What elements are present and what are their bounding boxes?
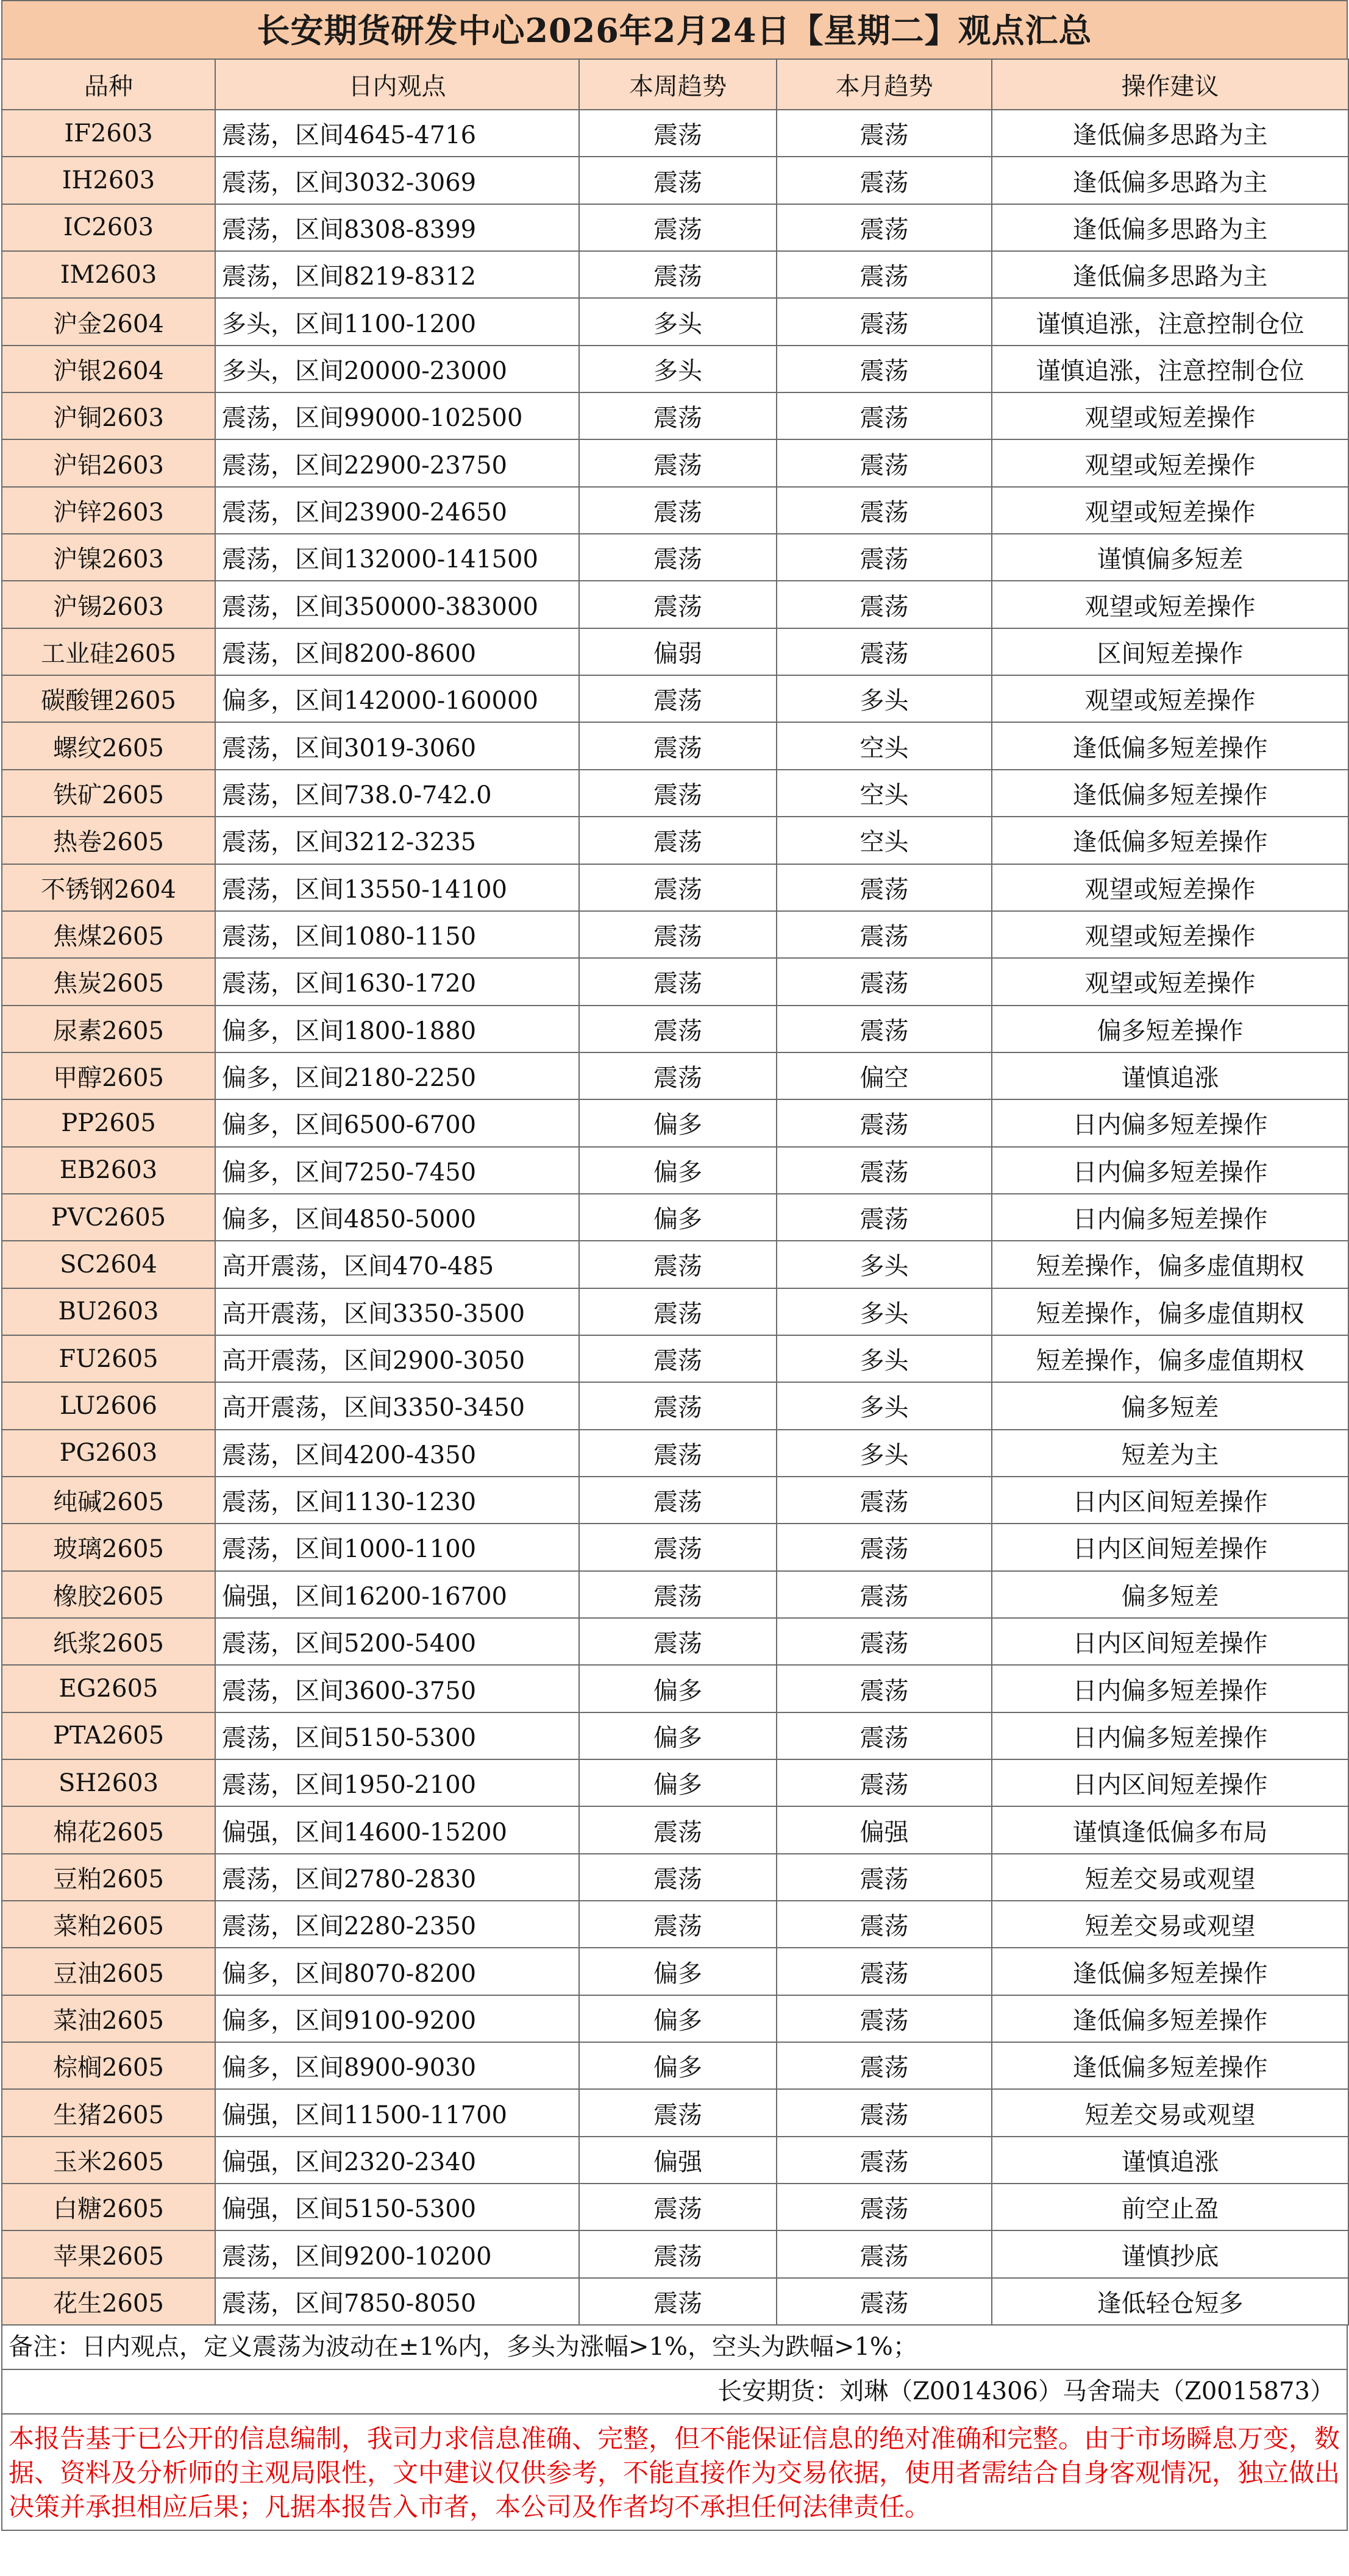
table-row — [2, 864, 1348, 911]
weekly-trend-cell: 震荡 — [579, 2230, 777, 2277]
advice-cell: 逢低偏多短差操作 — [992, 2042, 1348, 2089]
table-row — [2, 251, 1348, 298]
variety-cell: 沪镍2603 — [2, 534, 215, 581]
table-row — [2, 439, 1348, 486]
weekly-trend-cell: 偏多 — [579, 1194, 777, 1241]
table-row — [2, 2184, 1348, 2230]
table-row — [2, 1901, 1348, 1948]
monthly-trend-cell: 震荡 — [777, 487, 992, 534]
table-row — [2, 581, 1348, 628]
variety-cell: 甲醇2605 — [2, 1052, 215, 1099]
weekly-trend-cell: 震荡 — [579, 439, 777, 486]
table-row — [2, 628, 1348, 675]
variety-cell: 苹果2605 — [2, 2230, 215, 2277]
monthly-trend-cell: 震荡 — [777, 1712, 992, 1759]
table-row — [2, 2089, 1348, 2136]
variety-cell: 纸浆2605 — [2, 1618, 215, 1665]
table-row — [2, 1618, 1348, 1665]
table-row — [2, 770, 1348, 817]
table-row — [2, 110, 1348, 157]
weekly-trend-cell: 震荡 — [579, 1854, 777, 1901]
variety-cell: 沪金2604 — [2, 298, 215, 345]
intraday-view-cell: 震荡，区间8308-8399 — [215, 204, 579, 251]
advice-cell: 日内区间短差操作 — [992, 1477, 1348, 1524]
weekly-trend-cell: 偏多 — [579, 1099, 777, 1146]
monthly-trend-cell: 震荡 — [777, 2137, 992, 2184]
weekly-trend-cell: 震荡 — [579, 1288, 777, 1335]
intraday-view-cell: 震荡，区间738.0-742.0 — [215, 770, 579, 817]
intraday-view-cell: 高开震荡，区间3350-3450 — [215, 1382, 579, 1429]
table-row — [2, 1995, 1348, 2042]
monthly-trend-cell: 震荡 — [777, 911, 992, 958]
table-row — [2, 1430, 1348, 1477]
advice-cell: 短差操作，偏多虚值期权 — [992, 1335, 1348, 1382]
advice-cell: 逢低偏多短差操作 — [992, 1995, 1348, 2042]
variety-cell: 橡胶2605 — [2, 1571, 215, 1618]
disclaimer-text: 本报告基于已公开的信息编制，我司力求信息准确、完整，但不能保证信息的绝对准确和完整。由于市场瞬息万变，数据、资料及分析师的主观局限性，文中建议仅供参考，不能直接作为交易依据，使用者需结合自身客观情况，独立做出决策并承担相应后果；凡据本报告入市者，本公司及作者均不承担任何法律责任。 — [1, 2415, 1348, 2531]
variety-cell: PG2603 — [2, 1430, 215, 1477]
table-body — [2, 110, 1348, 2325]
variety-cell: 玻璃2605 — [2, 1524, 215, 1570]
monthly-trend-cell: 多头 — [777, 675, 992, 722]
variety-cell: 沪锡2603 — [2, 581, 215, 628]
weekly-trend-cell: 偏多 — [579, 1995, 777, 2042]
variety-cell: LU2606 — [2, 1382, 215, 1429]
advice-cell: 逢低偏多短差操作 — [992, 770, 1348, 817]
monthly-trend-cell: 震荡 — [777, 2184, 992, 2230]
table-row — [2, 392, 1348, 439]
weekly-trend-cell: 震荡 — [579, 487, 777, 534]
weekly-trend-cell: 震荡 — [579, 864, 777, 911]
monthly-trend-cell: 震荡 — [777, 1995, 992, 2042]
advice-cell: 逢低偏多思路为主 — [992, 251, 1348, 298]
intraday-view-cell: 震荡，区间3600-3750 — [215, 1665, 579, 1712]
monthly-trend-cell: 震荡 — [777, 1194, 992, 1241]
table-row — [2, 817, 1348, 864]
intraday-view-cell: 偏多，区间8900-9030 — [215, 2042, 579, 2089]
weekly-trend-cell: 震荡 — [579, 722, 777, 769]
advice-cell: 偏多短差 — [992, 1382, 1348, 1429]
variety-cell: 工业硅2605 — [2, 628, 215, 675]
weekly-trend-cell: 偏多 — [579, 2042, 777, 2089]
monthly-trend-cell: 震荡 — [777, 2230, 992, 2277]
table-row — [2, 1477, 1348, 1524]
intraday-view-cell: 震荡，区间3212-3235 — [215, 817, 579, 864]
monthly-trend-cell: 偏强 — [777, 1806, 992, 1853]
variety-cell: 热卷2605 — [2, 817, 215, 864]
table-row — [2, 1806, 1348, 1853]
variety-cell: 焦炭2605 — [2, 958, 215, 1005]
variety-cell: 尿素2605 — [2, 1006, 215, 1052]
weekly-trend-cell: 偏多 — [579, 1147, 777, 1194]
monthly-trend-cell: 多头 — [777, 1335, 992, 1382]
weekly-trend-cell: 震荡 — [579, 1806, 777, 1853]
advice-cell: 观望或短差操作 — [992, 911, 1348, 958]
monthly-trend-cell: 震荡 — [777, 1665, 992, 1712]
intraday-view-cell: 震荡，区间4200-4350 — [215, 1430, 579, 1477]
weekly-trend-cell: 震荡 — [579, 817, 777, 864]
weekly-trend-cell: 震荡 — [579, 2184, 777, 2230]
monthly-trend-cell: 震荡 — [777, 1618, 992, 1665]
table-row — [2, 722, 1348, 769]
monthly-trend-cell: 震荡 — [777, 581, 992, 628]
table-row — [2, 1759, 1348, 1806]
advice-cell: 短差操作，偏多虚值期权 — [992, 1288, 1348, 1335]
summary-sheet — [1, 0, 1348, 2531]
advice-cell: 观望或短差操作 — [992, 958, 1348, 1005]
advice-cell: 逢低偏多短差操作 — [992, 1948, 1348, 1995]
intraday-view-cell: 震荡，区间5200-5400 — [215, 1618, 579, 1665]
monthly-trend-cell: 空头 — [777, 722, 992, 769]
intraday-view-cell: 偏多，区间2180-2250 — [215, 1052, 579, 1099]
advice-cell: 逢低偏多短差操作 — [992, 722, 1348, 769]
advice-cell: 日内区间短差操作 — [992, 1524, 1348, 1570]
advice-cell: 逢低偏多思路为主 — [992, 157, 1348, 204]
monthly-trend-cell: 多头 — [777, 1430, 992, 1477]
weekly-trend-cell: 震荡 — [579, 1477, 777, 1524]
weekly-trend-cell: 震荡 — [579, 204, 777, 251]
monthly-trend-cell: 震荡 — [777, 2042, 992, 2089]
weekly-trend-cell: 震荡 — [579, 1382, 777, 1429]
monthly-trend-cell: 震荡 — [777, 534, 992, 581]
intraday-view-cell: 震荡，区间9200-10200 — [215, 2230, 579, 2277]
weekly-trend-cell: 偏多 — [579, 1759, 777, 1806]
variety-cell: 螺纹2605 — [2, 722, 215, 769]
monthly-trend-cell: 震荡 — [777, 298, 992, 345]
table-row — [2, 1571, 1348, 1618]
variety-cell: 纯碱2605 — [2, 1477, 215, 1524]
advice-cell: 谨慎追涨，注意控制仓位 — [992, 298, 1348, 345]
weekly-trend-cell: 震荡 — [579, 911, 777, 958]
intraday-view-cell: 震荡，区间8200-8600 — [215, 628, 579, 675]
intraday-view-cell: 震荡，区间350000-383000 — [215, 581, 579, 628]
variety-cell: 生猪2605 — [2, 2089, 215, 2136]
intraday-view-cell: 偏多，区间8070-8200 — [215, 1948, 579, 1995]
intraday-view-cell: 高开震荡，区间2900-3050 — [215, 1335, 579, 1382]
weekly-trend-cell: 震荡 — [579, 958, 777, 1005]
variety-cell: SH2603 — [2, 1759, 215, 1806]
variety-cell: 沪铝2603 — [2, 439, 215, 486]
intraday-view-cell: 偏多，区间4850-5000 — [215, 1194, 579, 1241]
intraday-view-cell: 偏多，区间7250-7450 — [215, 1147, 579, 1194]
weekly-trend-cell: 震荡 — [579, 1335, 777, 1382]
variety-cell: PVC2605 — [2, 1194, 215, 1241]
header-weekly-trend: 本周趋势 — [579, 59, 777, 110]
weekly-trend-cell: 震荡 — [579, 2278, 777, 2325]
advice-cell: 观望或短差操作 — [992, 675, 1348, 722]
weekly-trend-cell: 震荡 — [579, 675, 777, 722]
intraday-view-cell: 偏多，区间6500-6700 — [215, 1099, 579, 1146]
table-row — [2, 675, 1348, 722]
monthly-trend-cell: 震荡 — [777, 1147, 992, 1194]
weekly-trend-cell: 震荡 — [579, 534, 777, 581]
intraday-view-cell: 震荡，区间1130-1230 — [215, 1477, 579, 1524]
table-row — [2, 1948, 1348, 1995]
advice-cell: 短差交易或观望 — [992, 1854, 1348, 1901]
monthly-trend-cell: 空头 — [777, 770, 992, 817]
advice-cell: 观望或短差操作 — [992, 487, 1348, 534]
advice-cell: 日内区间短差操作 — [992, 1618, 1348, 1665]
intraday-view-cell: 震荡，区间3019-3060 — [215, 722, 579, 769]
intraday-view-cell: 震荡，区间2280-2350 — [215, 1901, 579, 1948]
monthly-trend-cell: 震荡 — [777, 1006, 992, 1052]
intraday-view-cell: 震荡，区间3032-3069 — [215, 157, 579, 204]
intraday-view-cell: 高开震荡，区间470-485 — [215, 1241, 579, 1288]
variety-cell: 不锈钢2604 — [2, 864, 215, 911]
intraday-view-cell: 偏多，区间1800-1880 — [215, 1006, 579, 1052]
advice-cell: 短差交易或观望 — [992, 1901, 1348, 1948]
intraday-view-cell: 偏强，区间5150-5300 — [215, 2184, 579, 2230]
monthly-trend-cell: 空头 — [777, 817, 992, 864]
table-row — [2, 1288, 1348, 1335]
weekly-trend-cell: 震荡 — [579, 1901, 777, 1948]
intraday-view-cell: 震荡，区间4645-4716 — [215, 110, 579, 157]
weekly-trend-cell: 震荡 — [579, 1430, 777, 1477]
table-row — [2, 298, 1348, 345]
table-row — [2, 1712, 1348, 1759]
intraday-view-cell: 震荡，区间132000-141500 — [215, 534, 579, 581]
advice-cell: 观望或短差操作 — [992, 392, 1348, 439]
weekly-trend-cell: 偏弱 — [579, 628, 777, 675]
intraday-view-cell: 震荡，区间13550-14100 — [215, 864, 579, 911]
table-row — [2, 346, 1348, 392]
weekly-trend-cell: 震荡 — [579, 110, 777, 157]
advice-cell: 谨慎追涨，注意控制仓位 — [992, 346, 1348, 392]
table-row — [2, 1194, 1348, 1241]
monthly-trend-cell: 震荡 — [777, 1759, 992, 1806]
advice-cell: 观望或短差操作 — [992, 581, 1348, 628]
monthly-trend-cell: 震荡 — [777, 864, 992, 911]
advice-cell: 逢低偏多思路为主 — [992, 204, 1348, 251]
table-row — [2, 2042, 1348, 2089]
variety-cell: 沪锌2603 — [2, 487, 215, 534]
intraday-view-cell: 偏强，区间11500-11700 — [215, 2089, 579, 2136]
table-header-row — [2, 59, 1348, 110]
monthly-trend-cell: 震荡 — [777, 2089, 992, 2136]
monthly-trend-cell: 多头 — [777, 1382, 992, 1429]
weekly-trend-cell: 震荡 — [579, 392, 777, 439]
weekly-trend-cell: 震荡 — [579, 1052, 777, 1099]
intraday-view-cell: 震荡，区间22900-23750 — [215, 439, 579, 486]
variety-cell: IC2603 — [2, 204, 215, 251]
weekly-trend-cell: 偏强 — [579, 2137, 777, 2184]
intraday-view-cell: 偏强，区间14600-15200 — [215, 1806, 579, 1853]
intraday-view-cell: 偏多，区间142000-160000 — [215, 675, 579, 722]
table-row — [2, 2230, 1348, 2277]
intraday-view-cell: 震荡，区间1630-1720 — [215, 958, 579, 1005]
table-row — [2, 204, 1348, 251]
variety-cell: 棕榈2605 — [2, 2042, 215, 2089]
variety-cell: 白糖2605 — [2, 2184, 215, 2230]
monthly-trend-cell: 震荡 — [777, 1854, 992, 1901]
variety-cell: SC2604 — [2, 1241, 215, 1288]
monthly-trend-cell: 震荡 — [777, 628, 992, 675]
monthly-trend-cell: 震荡 — [777, 251, 992, 298]
table-row — [2, 157, 1348, 204]
table-row — [2, 1241, 1348, 1288]
monthly-trend-cell: 震荡 — [777, 1524, 992, 1570]
weekly-trend-cell: 多头 — [579, 346, 777, 392]
intraday-view-cell: 震荡，区间7850-8050 — [215, 2278, 579, 2325]
weekly-trend-cell: 震荡 — [579, 157, 777, 204]
advice-cell: 逢低偏多思路为主 — [992, 110, 1348, 157]
variety-cell: EG2605 — [2, 1665, 215, 1712]
variety-cell: 焦煤2605 — [2, 911, 215, 958]
table-row — [2, 1052, 1348, 1099]
advice-cell: 谨慎偏多短差 — [992, 534, 1348, 581]
monthly-trend-cell: 震荡 — [777, 958, 992, 1005]
advice-cell: 偏多短差 — [992, 1571, 1348, 1618]
monthly-trend-cell: 震荡 — [777, 110, 992, 157]
author-line: 长安期货：刘琳（Z0014306）马舍瑞夫（Z0015873） — [1, 2370, 1348, 2415]
weekly-trend-cell: 震荡 — [579, 770, 777, 817]
weekly-trend-cell: 震荡 — [579, 1618, 777, 1665]
advice-cell: 短差为主 — [992, 1430, 1348, 1477]
weekly-trend-cell: 震荡 — [579, 2089, 777, 2136]
table-row — [2, 1665, 1348, 1712]
header-monthly-trend: 本月趋势 — [777, 59, 992, 110]
variety-cell: 碳酸锂2605 — [2, 675, 215, 722]
variety-cell: 沪银2604 — [2, 346, 215, 392]
variety-cell: 棉花2605 — [2, 1806, 215, 1853]
weekly-trend-cell: 震荡 — [579, 1571, 777, 1618]
monthly-trend-cell: 震荡 — [777, 1571, 992, 1618]
weekly-trend-cell: 震荡 — [579, 1006, 777, 1052]
intraday-view-cell: 高开震荡，区间3350-3500 — [215, 1288, 579, 1335]
table-row — [2, 1382, 1348, 1429]
advice-cell: 逢低偏多短差操作 — [992, 817, 1348, 864]
variety-cell: 沪铜2603 — [2, 392, 215, 439]
monthly-trend-cell: 震荡 — [777, 439, 992, 486]
monthly-trend-cell: 震荡 — [777, 346, 992, 392]
advice-cell: 日内区间短差操作 — [992, 1759, 1348, 1806]
intraday-view-cell: 偏多，区间9100-9200 — [215, 1995, 579, 2042]
variety-cell: 花生2605 — [2, 2278, 215, 2325]
intraday-view-cell: 震荡，区间23900-24650 — [215, 487, 579, 534]
weekly-trend-cell: 震荡 — [579, 581, 777, 628]
advice-cell: 谨慎抄底 — [992, 2230, 1348, 2277]
weekly-trend-cell: 偏多 — [579, 1712, 777, 1759]
weekly-trend-cell: 偏多 — [579, 1665, 777, 1712]
table-row — [2, 534, 1348, 581]
table-row — [2, 1147, 1348, 1194]
intraday-view-cell: 震荡，区间1950-2100 — [215, 1759, 579, 1806]
remark-note: 备注：日内观点，定义震荡为波动在±1%内，多头为涨幅>1%，空头为跌幅>1%； — [1, 2326, 1348, 2370]
table-row — [2, 911, 1348, 958]
intraday-view-cell: 偏强，区间2320-2340 — [215, 2137, 579, 2184]
monthly-trend-cell: 震荡 — [777, 157, 992, 204]
variety-cell: 菜粕2605 — [2, 1901, 215, 1948]
variety-cell: FU2605 — [2, 1335, 215, 1382]
intraday-view-cell: 震荡，区间99000-102500 — [215, 392, 579, 439]
advice-cell: 日内偏多短差操作 — [992, 1099, 1348, 1146]
advice-cell: 逢低轻仓短多 — [992, 2278, 1348, 2325]
table-row — [2, 1524, 1348, 1570]
monthly-trend-cell: 震荡 — [777, 1477, 992, 1524]
advice-cell: 前空止盈 — [992, 2184, 1348, 2230]
intraday-view-cell: 震荡，区间1000-1100 — [215, 1524, 579, 1570]
variety-cell: EB2603 — [2, 1147, 215, 1194]
variety-cell: 铁矿2605 — [2, 770, 215, 817]
advice-cell: 观望或短差操作 — [992, 864, 1348, 911]
variety-cell: 豆油2605 — [2, 1948, 215, 1995]
table-row — [2, 2278, 1348, 2325]
variety-cell: IH2603 — [2, 157, 215, 204]
header-intraday-view: 日内观点 — [215, 59, 579, 110]
advice-cell: 短差操作，偏多虚值期权 — [992, 1241, 1348, 1288]
report-title: 长安期货研发中心2026年2月24日【星期二】观点汇总 — [1, 0, 1348, 59]
monthly-trend-cell: 偏空 — [777, 1052, 992, 1099]
monthly-trend-cell: 多头 — [777, 1288, 992, 1335]
table-row — [2, 1335, 1348, 1382]
weekly-trend-cell: 震荡 — [579, 1241, 777, 1288]
intraday-view-cell: 偏强，区间16200-16700 — [215, 1571, 579, 1618]
advice-cell: 日内偏多短差操作 — [992, 1665, 1348, 1712]
weekly-trend-cell: 震荡 — [579, 1524, 777, 1570]
variety-cell: IF2603 — [2, 110, 215, 157]
weekly-trend-cell: 偏多 — [579, 1948, 777, 1995]
intraday-view-cell: 多头，区间1100-1200 — [215, 298, 579, 345]
variety-cell: BU2603 — [2, 1288, 215, 1335]
advice-cell: 日内偏多短差操作 — [992, 1194, 1348, 1241]
advice-cell: 日内偏多短差操作 — [992, 1712, 1348, 1759]
variety-cell: PP2605 — [2, 1099, 215, 1146]
variety-cell: 玉米2605 — [2, 2137, 215, 2184]
advice-cell: 日内偏多短差操作 — [992, 1147, 1348, 1194]
table-row — [2, 958, 1348, 1005]
monthly-trend-cell: 震荡 — [777, 2278, 992, 2325]
table-row — [2, 2137, 1348, 2184]
table-row — [2, 487, 1348, 534]
advice-cell: 观望或短差操作 — [992, 439, 1348, 486]
monthly-trend-cell: 震荡 — [777, 1948, 992, 1995]
advice-cell: 区间短差操作 — [992, 628, 1348, 675]
monthly-trend-cell: 震荡 — [777, 1099, 992, 1146]
header-variety: 品种 — [2, 59, 215, 110]
monthly-trend-cell: 多头 — [777, 1241, 992, 1288]
advice-cell: 偏多短差操作 — [992, 1006, 1348, 1052]
monthly-trend-cell: 震荡 — [777, 392, 992, 439]
variety-cell: IM2603 — [2, 251, 215, 298]
weekly-trend-cell: 多头 — [579, 298, 777, 345]
header-advice: 操作建议 — [992, 59, 1348, 110]
table-row — [2, 1006, 1348, 1052]
intraday-view-cell: 震荡，区间8219-8312 — [215, 251, 579, 298]
intraday-view-cell: 震荡，区间1080-1150 — [215, 911, 579, 958]
monthly-trend-cell: 震荡 — [777, 1901, 992, 1948]
weekly-trend-cell: 震荡 — [579, 251, 777, 298]
variety-cell: PTA2605 — [2, 1712, 215, 1759]
advice-cell: 短差交易或观望 — [992, 2089, 1348, 2136]
intraday-view-cell: 震荡，区间2780-2830 — [215, 1854, 579, 1901]
table-row — [2, 1099, 1348, 1146]
monthly-trend-cell: 震荡 — [777, 204, 992, 251]
intraday-view-cell: 多头，区间20000-23000 — [215, 346, 579, 392]
views-table — [1, 59, 1349, 2326]
table-row — [2, 1854, 1348, 1901]
advice-cell: 谨慎追涨 — [992, 1052, 1348, 1099]
variety-cell: 菜油2605 — [2, 1995, 215, 2042]
intraday-view-cell: 震荡，区间5150-5300 — [215, 1712, 579, 1759]
advice-cell: 谨慎追涨 — [992, 2137, 1348, 2184]
advice-cell: 谨慎逢低偏多布局 — [992, 1806, 1348, 1853]
variety-cell: 豆粕2605 — [2, 1854, 215, 1901]
